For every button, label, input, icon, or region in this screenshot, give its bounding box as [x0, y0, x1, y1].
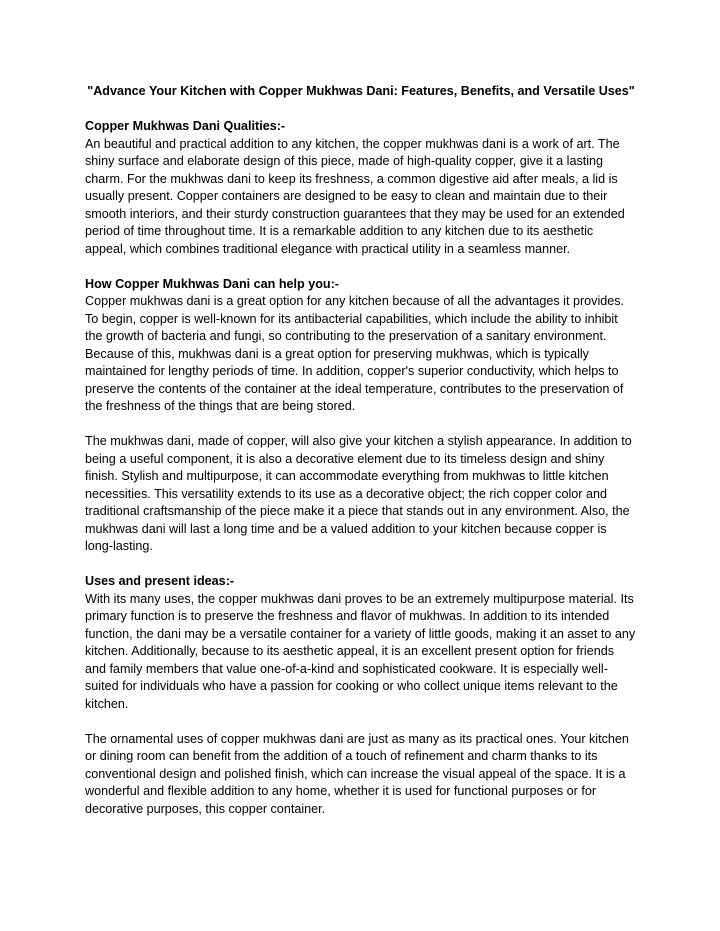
paragraph-benefits-1: Copper mukhwas dani is a great option for any kitchen because of all the advantages it provides. To begin, copper is well-known for its antibacterial capabilities, which include the ability to inhibit the growth of bacteria and fungi, so contributing to the preservation of a sanitary environment. Because of this, mukhwas dani is a great option for preserving mukhwas, which is typically maintained for lengthy periods of time. In addition, copper's superior conductivity, which helps to preserve the contents of the container at the ideal temperature, contributes to the preservation of the freshness of the things that are being stored. — [85, 294, 625, 413]
paragraph-uses-1: With its many uses, the copper mukhwas dani proves to be an extremely multipurpose material. Its primary function is to preserve the freshness and flavor of mukhwas. In addition to its intended function, the dani may be a versatile container for a variety of little goods, making it an asset to any kitchen. Additionally, because to its aesthetic appeal, it is an excellent present option for friends and family members that value one-of-a-kind and sophisticated cookware. It is especially well-suited for individuals who have a passion for cooking or who collect unique items relevant to the kitchen. — [85, 591, 636, 711]
document-body — [85, 83, 637, 836]
document-title: "Advance Your Kitchen with Copper Mukhwas Dani: Features, Benefits, and Versatile Uses" — [87, 84, 635, 98]
paragraph-qualities-1: An beautiful and practical addition to any kitchen, the copper mukhwas dani is a work of art. The shiny surface and elaborate design of this piece, made of high-quality copper, give it a lasting charm. For the mukhwas dani to keep its freshness, a common digestive aid after meals, a lid is usually present. Copper containers are designed to be easy to clean and maintain due to their smooth interiors, and their sturdy construction guarantees that they may be used for an extended period of time throughout time. It is a remarkable addition to any kitchen due to its aesthetic appeal, which combines traditional elegance with practical utility in a seamless manner. — [85, 136, 625, 256]
section-heading-qualities: Copper Mukhwas Dani Qualities:- — [85, 119, 286, 133]
paragraph-uses-2: The ornamental uses of copper mukhwas dani are just as many as its practical ones. Your kitchen or dining room can benefit from the addition of a touch of refinement and charm thanks to its conventional design and polished finish, which can increase the visual appeal of the space. It is a wonderful and flexible addition to any home, whether it is used for functional purposes or for decorative purposes, this copper container. — [85, 731, 629, 816]
section-heading-uses: Uses and present ideas:- — [85, 574, 235, 588]
paragraph-benefits-2: The mukhwas dani, made of copper, will also give your kitchen a stylish appearance. In addition to being a useful component, it is also a decorative element due to its timeless design and shiny finish. Stylish and multipurpose, it can accommodate everything from mukhwas to little kitchen necessities. This versatility extends to its use as a decorative object; the rich copper color and traditional craftsmanship of the piece make it a piece that stands out in any environment. Also, the mukhwas dani will last a long time and be a valued addition to your kitchen because copper is long-lasting. — [85, 434, 632, 553]
section-heading-benefits: How Copper Mukhwas Dani can help you:- — [85, 276, 339, 291]
